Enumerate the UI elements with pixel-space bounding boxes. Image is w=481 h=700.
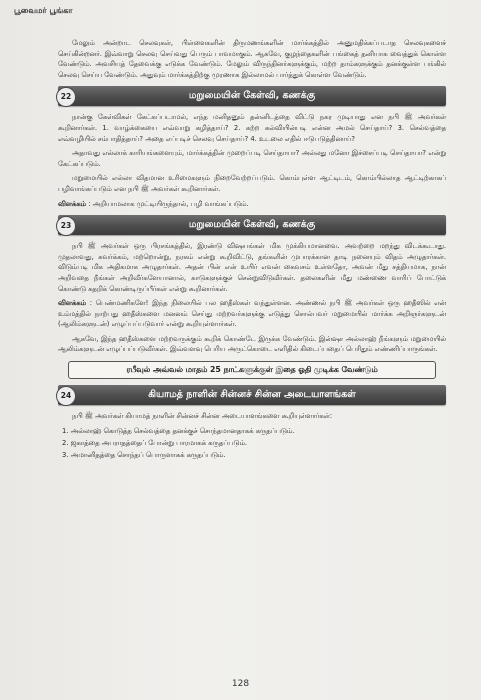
list-item: 3. அமானிதத்தை சொந்தப் பொருளாகக் கருதப்படும்.: [62, 450, 226, 459]
glossary-note: [58, 199, 446, 210]
body-paragraph: நான்கு கேள்விகள் கேட்கப்படாமல், எந்த மனிதனும் தன்னிடத்தை விட்டு நகர முடியாது என நபி ﷺ அவர்கள் கூறினார்கள். 1. வாழ்க்கையை எவ்வாறு கழித்தாய்? 2. கற்ற கல்வியின்படி என்ன அமல் செய்தாய்? 3. செல்வத்தை எவ்வழியில் சம்பாதித்தாய்? அதை எப்படிச் செலவு செய்தாய்? 4. உடலை எதில் ஈடுபடுத்தினாய்?: [58, 113, 446, 143]
section-heading-23: [58, 215, 446, 235]
closing-paragraph: ஆகவே, இந்த ஹதீஸ்களை மற்றவருக்கும் கூறிக் கொண்டே இருக்க வேண்டும். இன்ஷா அல்லாஹ் நீங்களும் மறுமையில் ஆலிம்களுடன் எழுப்பப்படுவீர்கள். இவ்வளவு பெரிய அருட்கொடை எளிதில் கிடைப்பதைப் பெரிதும் எண்ணிப்பாருங்கள்.: [58, 334, 446, 354]
page-content: [58, 38, 446, 462]
glossary-term: விளக்கம்: [58, 299, 87, 308]
glossary-text: : அறியாமலாக முட்டியிருந்தால், பழி வாங்கப்படும்.: [88, 199, 249, 208]
body-paragraph: மறுமையில் எல்லா விதமான உரிமைகளும் நிறைவேற்றப்படும். கொம்புள்ள ஆட்டிடம், கொம்பில்லாத ஆட்டிற்காகப் பழிவாங்கப்படும் என நபி ﷺ அவர்கள் கூறினார்கள்.: [58, 174, 446, 193]
glossary-text: : பெண்மணிகளே! இந்த நிலையில் பல ஹதீஸ்கள் வந்துள்ளன. அண்ணல் நபி ﷺ அவர்கள் ஒரு ஹதீஸில் என் உம்மத்தில் நாற்பது ஹதீஸ்களை மனனம் செய்து மற்றவர்களுக்கு எடுத்து சொல்பவர் மறுமையில் மார்க்க அறிஞர்களுடன் (ஆலிம்களுடன்) எழுப்பப்படுவார் என்று கூறியுள்ளார்கள்.: [58, 299, 446, 329]
section-number-badge: 22: [56, 87, 76, 107]
running-head: பூவைமர் பூங்கா: [14, 6, 73, 15]
body-paragraph: நபி ﷺ அவர்கள் ஒரு பிரசங்கத்தில், இரண்டு விஷயங்கள் மிக முக்கியமானவை. அவற்றை மறந்து விடக்கூடாது. முதலாவது, சுவர்க்கம், மற்றொன்று, நரகம் என்று கூறிவிட்டு, தங்களின் முபாரக்கான தாடி நனையும் விதம் அழுதார்கள். விடும்படி மிக அதிகமாக அழுதார்கள். அதன் பின் என் உயிர் எவன் கைவசம் உள்ளதோ, அவன் மீது சத்தியமாக, நான் அறிவதை நீங்கள் அறிவீர்களேயானால், காடுகளுக்குச் சென்றுவிடுவீர்கள். தலைகளின் மீது மண்ணை வாரிப் போட்டுக் கொண்டு கதறிக் கொண்டிருப்பீர்கள் என்று கூறினார்கள்.: [58, 242, 446, 293]
list-item: 1. அல்லாஹ் கொடுத்த செல்வத்தை தனக்குச் சொந்தமானதாகக் கருதப்படும்.: [62, 426, 295, 435]
reading-deadline-notice: ரபீவுல் அவ்வல் மாதம் 25 நாட்களுக்குள் இதை ஓதி முடிக்க வேண்டும்: [68, 361, 436, 379]
section-heading-22: [58, 86, 446, 106]
glossary-note: [58, 298, 446, 330]
intro-paragraph: மேலும் அன்றாட செலவுகள், பிள்ளைகளின் திருமணங்களின் மார்க்கத்தில் அனுமதிக்கப்படாத செலவுகளைச் செய்கின்றனர். இவ்வாறு செலவு செய்வது பெரும் பாவமாகும். ஆகவே, குழந்தைகளின் பங்கைத் தனியாக வைத்துக் கொள்ள வேண்டும். அவசியத் தேவைக்கு எடுக்க வேண்டும். மேலும் விருந்தினர்களுக்கும், மற்ற தாம்களுக்கும் தனக்குள்ள பங்கில் செலவு செய்ய வேண்டும். அதுவும் மார்க்கத்திற்கு முரணாக இல்லாமல் பார்த்துக் கொள்ள வேண்டும்.: [58, 39, 446, 79]
glossary-term: விளக்கம்: [58, 199, 87, 208]
list-item: 2. ஜகாத்தை அபராதத்தைப் போன்று பாரமாகக் கருதப்படும்.: [62, 438, 248, 447]
section-title: கியாமத் நாளின் சின்னச் சின்ன அடையாளங்கள்: [148, 389, 356, 401]
section-number-badge: 24: [56, 386, 76, 406]
section-title: மறுமையின் கேள்வி, கணக்கு: [188, 219, 316, 231]
section-title: மறுமையின் கேள்வி, கணக்கு: [188, 90, 316, 102]
page-number: 128: [231, 679, 250, 689]
body-paragraph: அதாவது எல்லாக் காரியங்களையும், மார்க்கத்தின் முறைப்படி செய்தாயா? அல்லது மனோ இச்சைப்படி செய்தாயா? என்று கேட்கப்படும்.: [58, 149, 446, 168]
body-paragraph: நபி ﷺ அவர்கள் கியாமத் நாளின் சின்னச் சின்ன அடையாளங்களை கூறியுள்ளார்கள்:: [72, 412, 333, 421]
section-heading-24: [58, 385, 446, 405]
section-number-badge: 23: [56, 216, 76, 236]
